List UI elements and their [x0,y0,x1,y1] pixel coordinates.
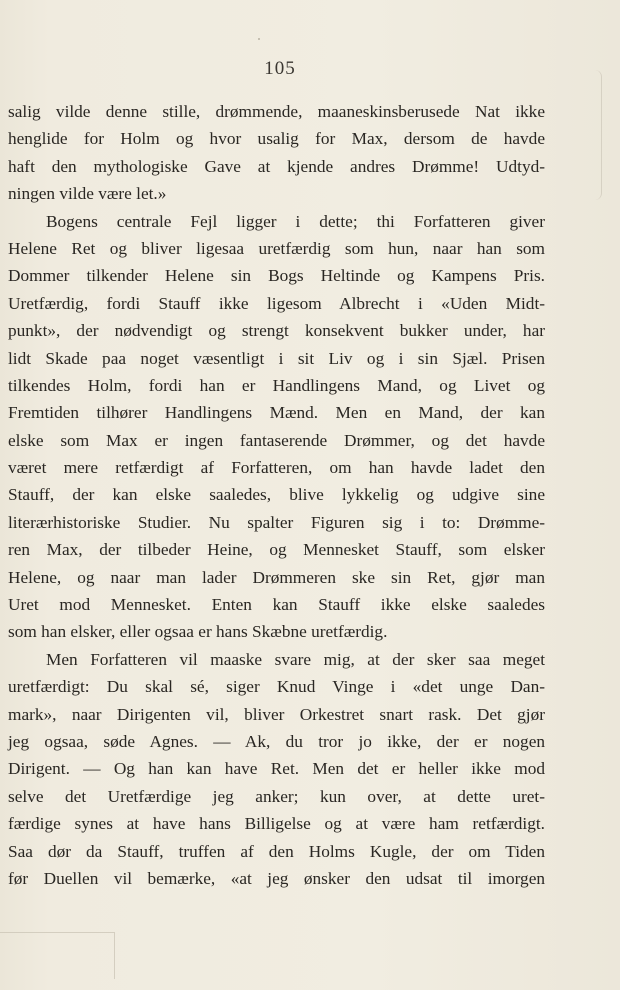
text-line: Fremtiden tilhører Handlingens Mænd. Men en Mand, der kan [8,403,545,423]
text-line: selve det Uretfærdige jeg anker; kun over, at dette uret- [8,786,545,806]
text-line: Dirigent. — Og han kan have Ret. Men det er heller ikke mod [8,759,545,779]
text-line: mark», naar Dirigenten vil, bliver Orkestret snart rask. Det gjør [8,704,545,724]
text-line: været mere retfærdigt af Forfatteren, om han havde ladet den [8,458,545,478]
text-line: Saa dør da Stauff, truffen af den Holms Kugle, der om Tiden [8,841,545,861]
text-line: lidt Skade paa noget væsentligt i sit Liv og i sin Sjæl. Prisen [8,348,545,368]
text-line: Helene Ret og bliver ligesaa uretfærdig som hun, naar han som [8,238,545,258]
text-line: jeg ogsaa, søde Agnes. — Ak, du tror jo ikke, der er nogen [8,731,545,751]
text-line: literærhistoriske Studier. Nu spalter Figuren sig i to: Drømme- [8,512,545,532]
text-line: Uret mod Mennesket. Enten kan Stauff ikke elske saaledes [8,595,545,615]
text-line: tilkendes Holm, fordi han er Handlingens Mand, og Livet og [8,375,545,395]
page-number: 105 [264,58,296,79]
text-line: elske som Max er ingen fantaserende Drømmer, og det havde [8,430,545,450]
text-line: punkt», der nødvendigt og strengt konsekvent bukker under, har [8,321,545,341]
text-line: Dommer tilkender Helene sin Bogs Heltinde og Kampens Pris. [8,266,545,286]
page-corner-mark [0,932,115,979]
paragraph-start: Men Forfatteren vil maaske svare mig, at der sker saa meget [46,649,545,669]
text-line: uretfærdigt: Du skal sé, siger Knud Vinge i «det unge Dan- [8,677,545,697]
text-line: henglide for Holm og hvor usalig for Max, dersom de havde [8,129,545,149]
text-line: som han elsker, eller ogsaa er hans Skæbne uretfærdig. [8,622,388,642]
text-line: Helene, og naar man lader Drømmeren ske sin Ret, gjør man [8,567,545,587]
text-line: haft den mythologiske Gave at kjende andres Drømme! Udtyd- [8,156,545,176]
text-line: før Duellen vil bemærke, «at jeg ønsker den udsat til imorgen [8,868,545,888]
text-line: Stauff, der kan elske saaledes, blive lykkelig og udgive sine [8,485,545,505]
page-speck [258,38,260,40]
text-line: salig vilde denne stille, drømmende, maaneskinsberusede Nat ikke [8,102,545,121]
text-line: ningen vilde være let.» [8,184,167,204]
body-text [8,98,545,892]
text-line: færdige synes at have hans Billigelse og at være ham retfærdigt. [8,814,545,834]
text-line: ren Max, der tilbeder Heine, og Mennesket Stauff, som elsker [8,540,545,560]
page-edge-mark [595,70,602,200]
text-line: Uretfærdig, fordi Stauff ikke ligesom Albrecht i «Uden Midt- [8,293,545,313]
paragraph-start: Bogens centrale Fejl ligger i dette; thi Forfatteren giver [46,211,545,231]
